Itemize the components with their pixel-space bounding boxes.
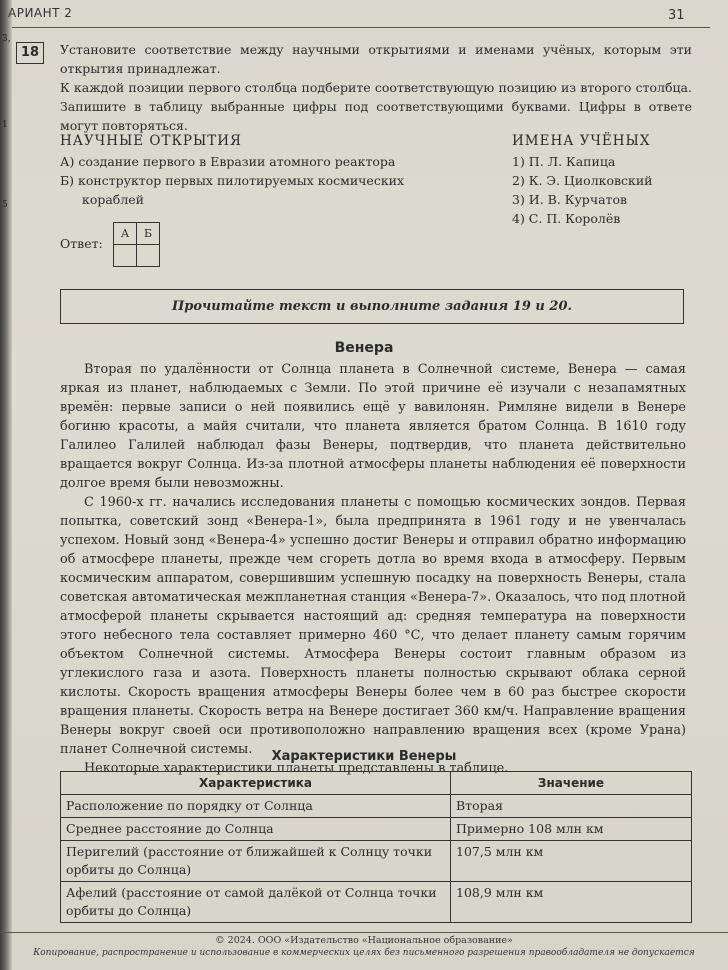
table-row xyxy=(61,882,692,923)
answer-col-header: А xyxy=(114,223,137,245)
right-column-heading: ИМЕНА УЧЁНЫХ xyxy=(512,133,651,149)
list-item: 2) К. Э. Циолковский xyxy=(512,173,653,188)
scientists-list xyxy=(512,152,712,228)
table-header-row xyxy=(61,772,692,795)
characteristics-table xyxy=(60,771,692,923)
list-item: А) создание первого в Евразии атомного реактора xyxy=(60,154,396,169)
article-body xyxy=(60,360,686,778)
table-cell: Афелий (расстояние от самой далёкой от Солнца точки орбиты до Солнца) xyxy=(61,882,451,923)
table-cell: Расположение по порядку от Солнца xyxy=(61,795,451,818)
left-column-heading: НАУЧНЫЕ ОТКРЫТИЯ xyxy=(60,133,242,149)
answer-cell-b[interactable] xyxy=(137,245,160,267)
table-header-cell: Значение xyxy=(451,772,692,795)
reading-banner: Прочитайте текст и выполните задания 19 и 20. xyxy=(60,289,684,324)
answer-label: Ответ: xyxy=(60,236,103,251)
discoveries-list xyxy=(60,152,460,209)
footer-notice: Копирование, распространение и использование в коммерческих целях без письменного разрешения правообладателя не допускается xyxy=(33,948,695,958)
article-title: Венера xyxy=(334,340,394,356)
table-cell: 108,9 млн км xyxy=(451,882,692,923)
variant-header: АРИАНТ 2 xyxy=(8,6,73,20)
article-paragraph: Некоторые характеристики планеты представлены в таблице. xyxy=(84,761,509,776)
list-item: Б) конструктор первых пилотируемых космических xyxy=(60,173,405,188)
list-item: кораблей xyxy=(82,192,144,207)
table-cell: Вторая xyxy=(451,795,692,818)
task-instructions xyxy=(60,40,692,135)
answer-table xyxy=(113,222,160,267)
task-number: 18 xyxy=(16,42,44,64)
table-header-cell: Характеристика xyxy=(61,772,451,795)
table-cell: Среднее расстояние до Солнца xyxy=(61,818,451,841)
answer-col-header: Б xyxy=(137,223,160,245)
article-paragraph: С 1960-х гг. начались исследования планеты с помощью космических зондов. Первая попытка, советский зонд «Венера-1», была предпринята в 1961 году и не увенчалась успехом. Новый зонд «Венера-4» успешно достиг Венеры и отправил обратно информацию об атмосфере планеты, прежде чем сгореть дотла во время входа в атмосферу. Первым космическим аппаратом, совершившим успешную посадку на поверхность Венеры, стала советская автоматическая межпланетная станция «Венера-7». Оказалось, что под плотной атмосферой планеты скрывается настоящий ад: средняя температура на поверхности этого небесного тела составляет примерно 460 °С, что делает планету самым горячим объектом Солнечной системы. Атмосфера Венеры состоит главным образом из углекислого газа и азота. Поверхность планеты полностью скрывают облака серной кислоты. Скорость вращения атмосферы Венеры более чем в 60 раз быстрее скорости вращения планеты. Скорость ветра на Венере достигает 360 км/ч. Направление вращения Венеры вокруг своей оси противоположно направлению вращения всех (кроме Урана) планет Солнечной системы. xyxy=(60,495,686,757)
table-row xyxy=(61,818,692,841)
footer-divider xyxy=(0,932,728,933)
list-item: 3) И. В. Курчатов xyxy=(512,192,628,207)
footer-copyright: © 2024. ООО «Издательство «Национальное образование» xyxy=(215,935,513,946)
list-item: 4) С. П. Королёв xyxy=(512,211,621,226)
table-row xyxy=(61,841,692,882)
article-paragraph: Вторая по удалённости от Солнца планета в Солнечной системе, Венера — самая яркая из планет, наблюдаемых с Земли. По этой причине её изучали с незапамятных времён: первые записи о ней появились ещё у вавилонян. Римляне видели в Венере богиню красоты, а майя считали, что планета является братом Солнца. В 1610 году Галилео Галилей наблюдал фазы Венеры, подтвердив, что планета действительно вращается вокруг Солнца. Из-за плотной атмосферы планеты наблюдения её поверхности долгое время были невозможны. xyxy=(60,362,686,491)
header-divider xyxy=(12,27,710,28)
instruction-paragraph: К каждой позиции первого столбца подберите соответствующую позицию из второго столбца. Запишите в таблицу выбранные цифры под соответствующими буквами. Цифры в ответе могут повторяться. xyxy=(60,80,692,133)
edge-mark: 5 xyxy=(2,200,8,210)
table-cell: 107,5 млн км xyxy=(451,841,692,882)
answer-cell-a[interactable] xyxy=(114,245,137,267)
table-cell: Примерно 108 млн км xyxy=(451,818,692,841)
edge-mark: 1 xyxy=(2,120,8,130)
edge-marks xyxy=(0,0,12,970)
instruction-paragraph: Установите соответствие между научными открытиями и именами учёных, которым эти открытия принадлежат. xyxy=(60,42,692,76)
edge-mark: 3, xyxy=(2,34,11,44)
table-title: Характеристики Венеры xyxy=(271,749,457,764)
page-number: 31 xyxy=(668,8,685,23)
list-item: 1) П. Л. Капица xyxy=(512,154,616,169)
table-cell: Перигелий (расстояние от ближайшей к Солнцу точки орбиты до Солнца) xyxy=(61,841,451,882)
table-row xyxy=(61,795,692,818)
